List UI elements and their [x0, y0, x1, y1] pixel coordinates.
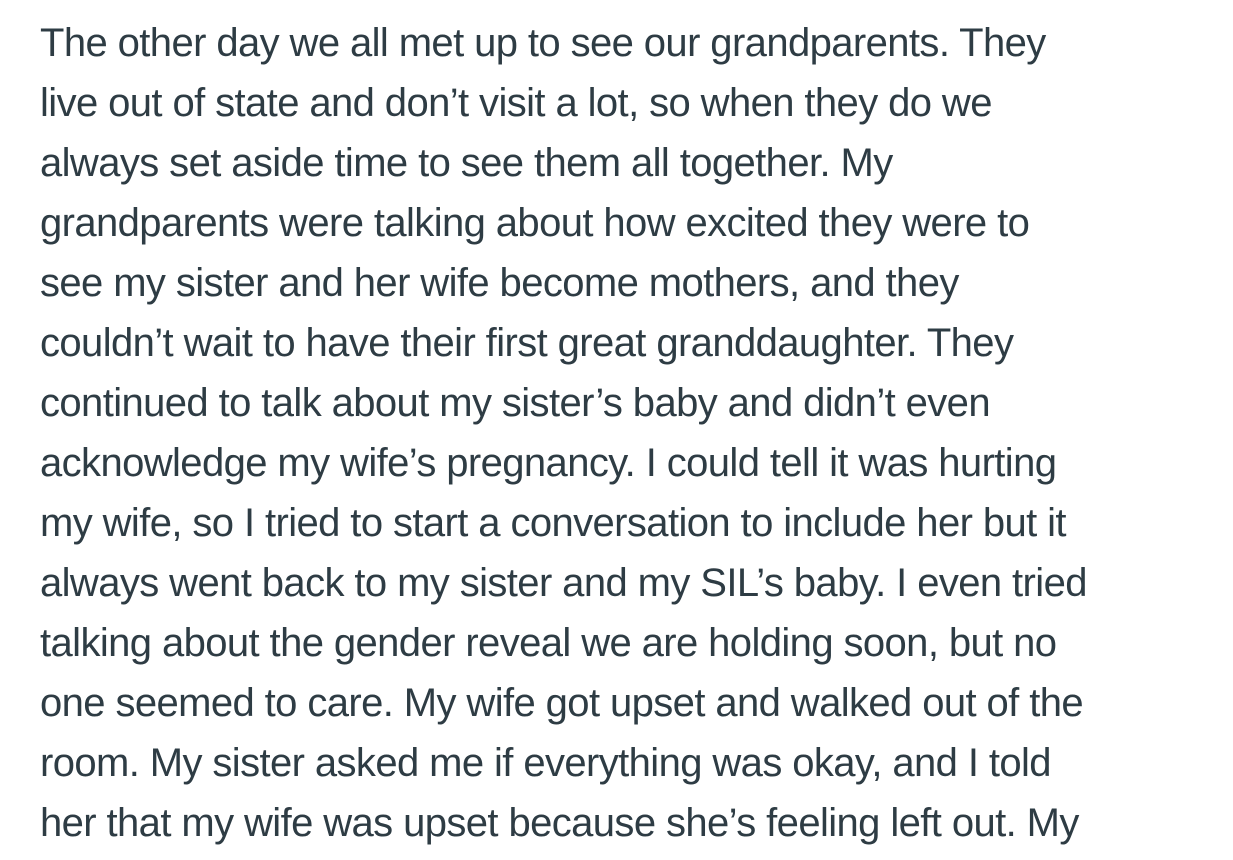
text-line: always went back to my sister and my SIL’s baby. I even tried — [40, 561, 1087, 605]
post-body-text — [40, 13, 1213, 853]
text-line: grandparents were talking about how excited they were to — [40, 201, 1030, 245]
text-line: The other day we all met up to see our grandparents. They — [40, 21, 1046, 65]
text-line: one seemed to care. My wife got upset and walked out of the — [40, 681, 1084, 725]
text-line: see my sister and her wife become mothers, and they — [40, 261, 959, 305]
text-line: always set aside time to see them all together. My — [40, 141, 893, 185]
text-line: couldn’t wait to have their first great granddaughter. They — [40, 321, 1014, 365]
text-line: live out of state and don’t visit a lot, so when they do we — [40, 81, 992, 125]
text-line: talking about the gender reveal we are holding soon, but no — [40, 621, 1057, 665]
text-line: room. My sister asked me if everything was okay, and I told — [40, 741, 1051, 785]
text-line: acknowledge my wife’s pregnancy. I could tell it was hurting — [40, 441, 1057, 485]
text-line: my wife, so I tried to start a conversation to include her but it — [40, 501, 1066, 545]
text-line: continued to talk about my sister’s baby and didn’t even — [40, 381, 990, 425]
text-line: her that my wife was upset because she’s feeling left out. My — [40, 801, 1079, 845]
